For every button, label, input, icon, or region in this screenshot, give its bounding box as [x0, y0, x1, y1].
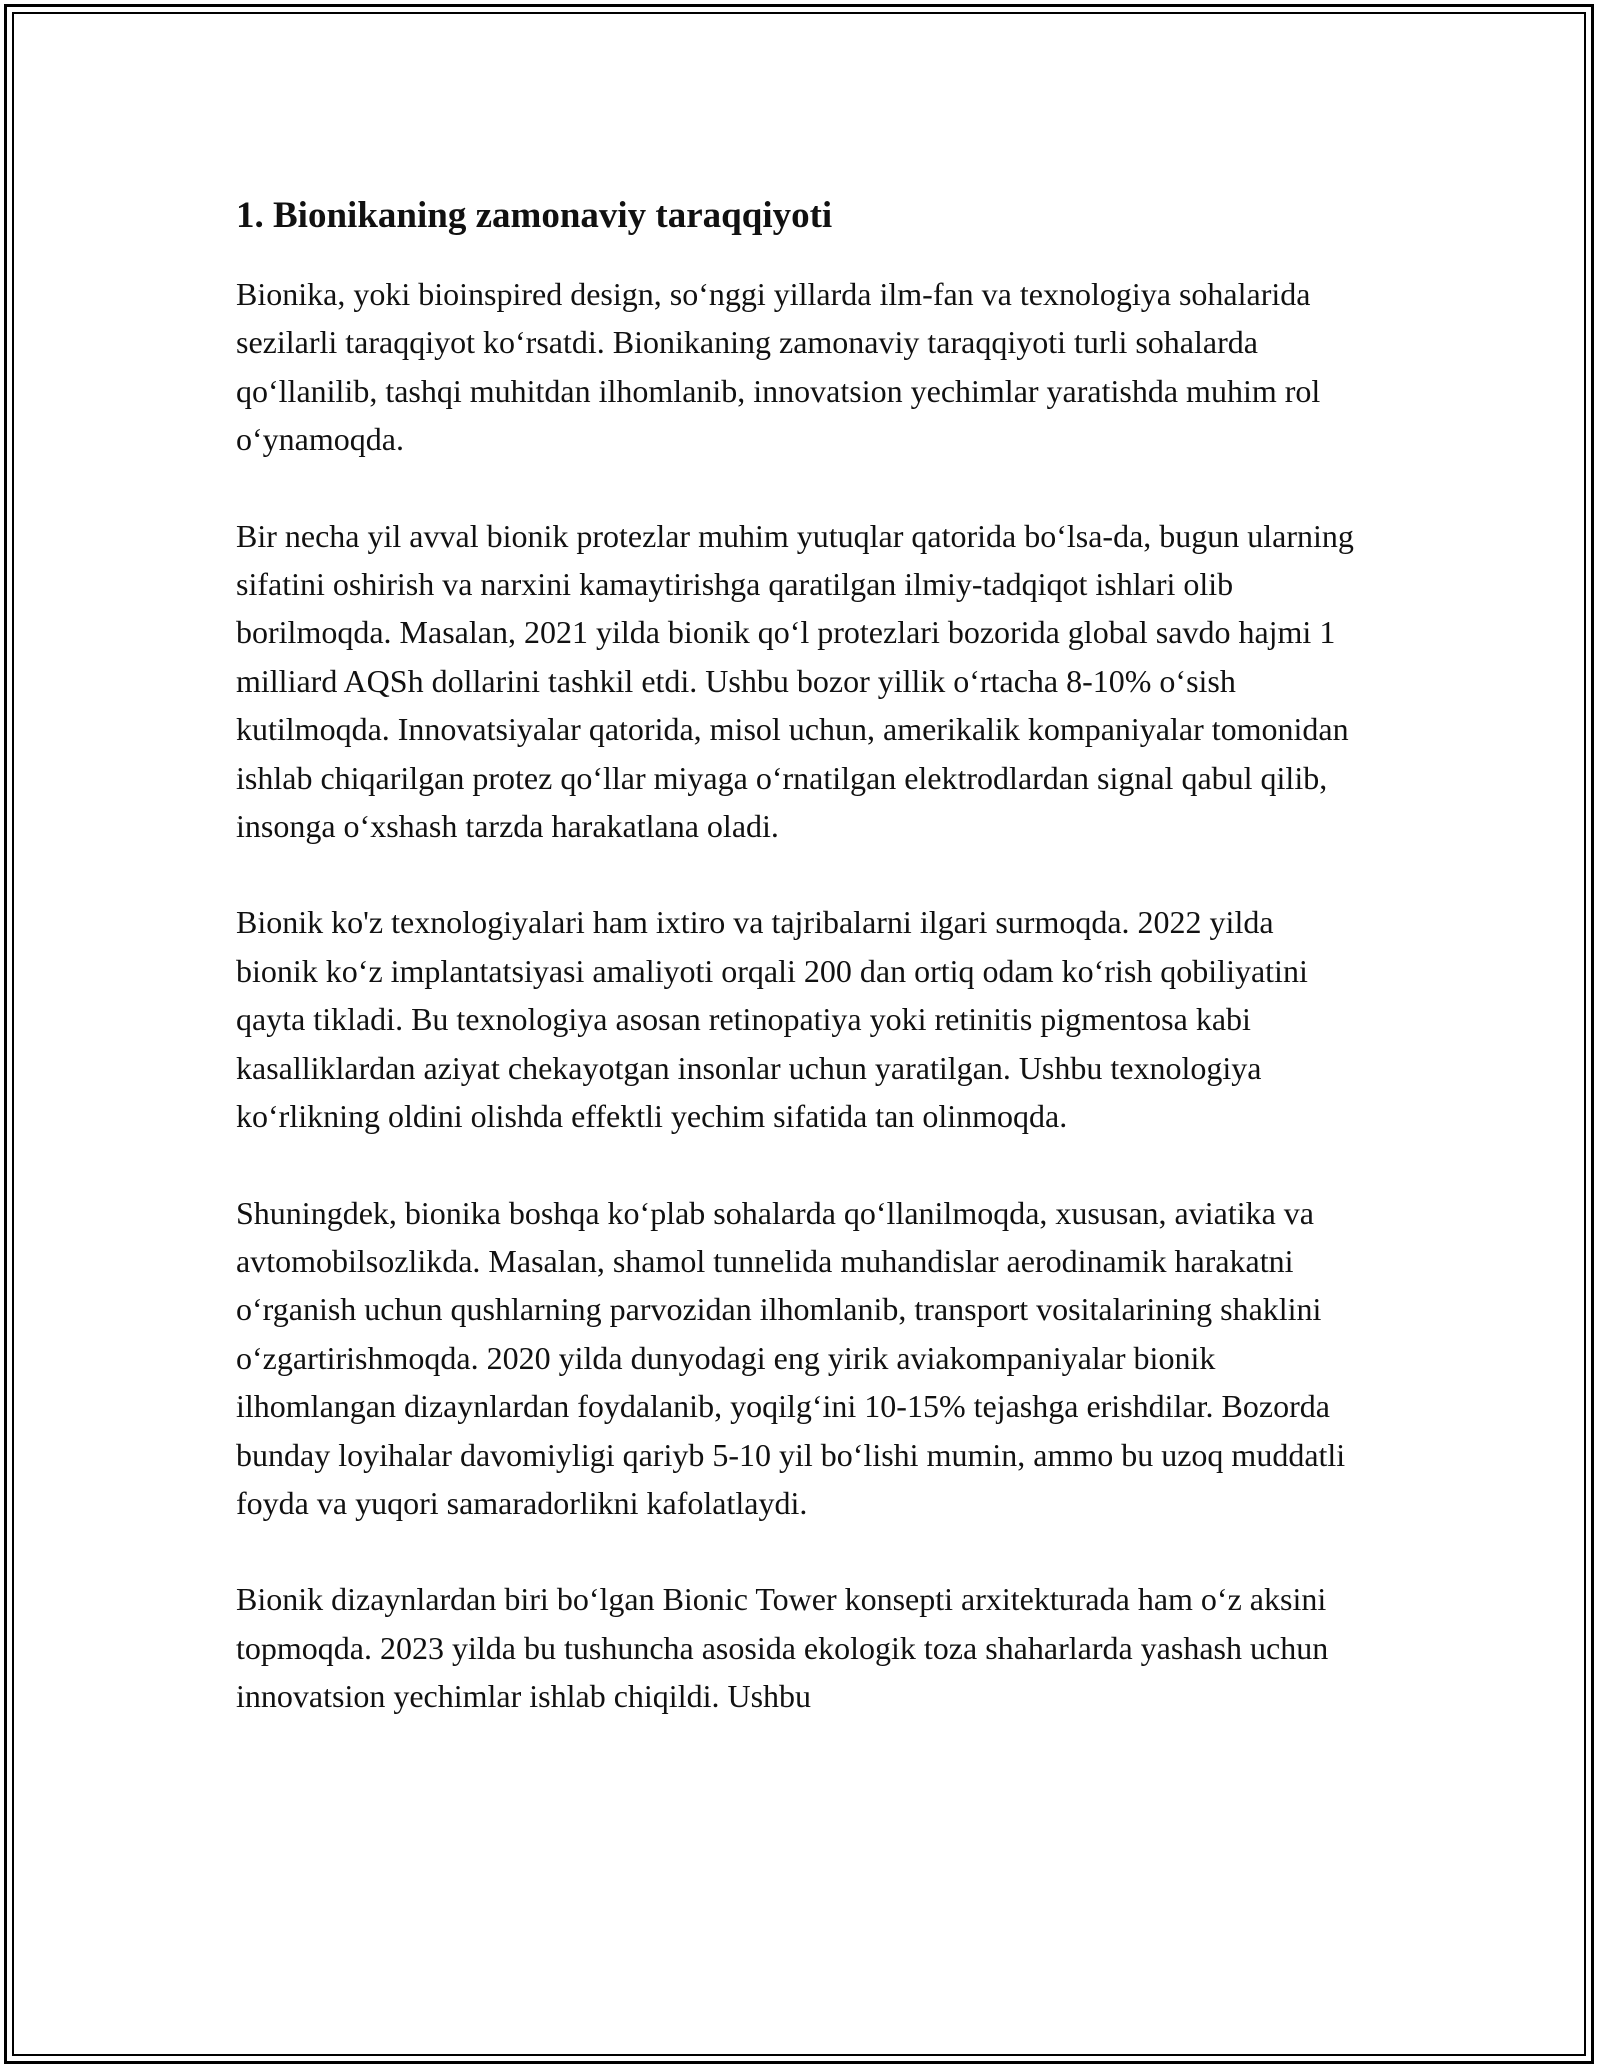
paragraph-intro: Bionika, yoki bioinspired design, so‘nggi yillarda ilm-fan va texnologiya sohalarida sezilarli taraqqiyot ko‘rsatdi. Bionikaning zamonaviy taraqqiyoti turli sohalarda qo‘llanilib, tashqi muhitdan ilhomlanib, innovatsion yechimlar yaratishda muhim rol o‘ynamoqda.: [236, 276, 1321, 458]
section-heading: 1. Bionikaning zamonaviy taraqqiyoti: [236, 195, 833, 236]
paragraph-bionic-tower: Bionik dizaynlardan biri bo‘lgan Bionic Tower konsepti arxitekturada ham o‘z aksini topmoqda. 2023 yilda bu tushuncha asosida ekologik toza shaharlarda yashash uchun innovatsion yechimlar ishlab chiqildi. Ushbu: [236, 1581, 1329, 1715]
document-body: [236, 190, 1356, 1769]
paragraph-aviation-automotive: Shuningdek, bionika boshqa ko‘plab sohalarda qo‘llanilmoqda, xususan, aviatika va avtomobilsozlikda. Masalan, shamol tunnelida muhandislar aerodinamik harakatni o‘rganish uchun qushlarning parvozidan ilhomlanib, transport vositalarining shaklini o‘zgartirishmoqda. 2020 yilda dunyodagi eng yirik aviakompaniyalar bionik ilhomlangan dizaynlardan foydalanib, yoqilg‘ini 10-15% tejashga erishdilar. Bozorda bunday loyihalar davomiyligi qariyb 5-10 yil bo‘lishi mumin, ammo bu uzoq muddatli foyda va yuqori samaradorlikni kafolatlaydi.: [236, 1194, 1346, 1521]
paragraph-bionic-prosthetics: Bir necha yil avval bionik protezlar muhim yutuqlar qatorida bo‘lsa-da, bugun ularning sifatini oshirish va narxini kamaytirishga qaratilgan ilmiy-tadqiqot ishlari olib borilmoqda. Masalan, 2021 yilda bionik qo‘l protezlari bozorida global savdo hajmi 1 milliard AQSh dollarini tashkil etdi. Ushbu bozor yillik o‘rtacha 8-10% o‘sish kutilmoqda. Innovatsiyalar qatorida, misol uchun, amerikalik kompaniyalar tomonidan ishlab chiqarilgan protez qo‘llar miyaga o‘rnatilgan elektrodlardan signal qabul qilib, insonga o‘xshash tarzda harakatlana oladi.: [236, 517, 1354, 845]
paragraph-bionic-eye: Bionik ko'z texnologiyalari ham ixtiro va tajribalarni ilgari surmoqda. 2022 yilda bionik ko‘z implantatsiyasi amaliyoti orqali 200 dan ortiq odam ko‘rish qobiliyatini qayta tikladi. Bu texnologiya asosan retinopatiya yoki retinitis pigmentosa kabi kasalliklardan aziyat chekayotgan insonlar uchun yaratilgan. Ushbu texnologiya ko‘rlikning oldini olishda effektli yechim sifatida tan olinmoqda.: [236, 904, 1308, 1135]
